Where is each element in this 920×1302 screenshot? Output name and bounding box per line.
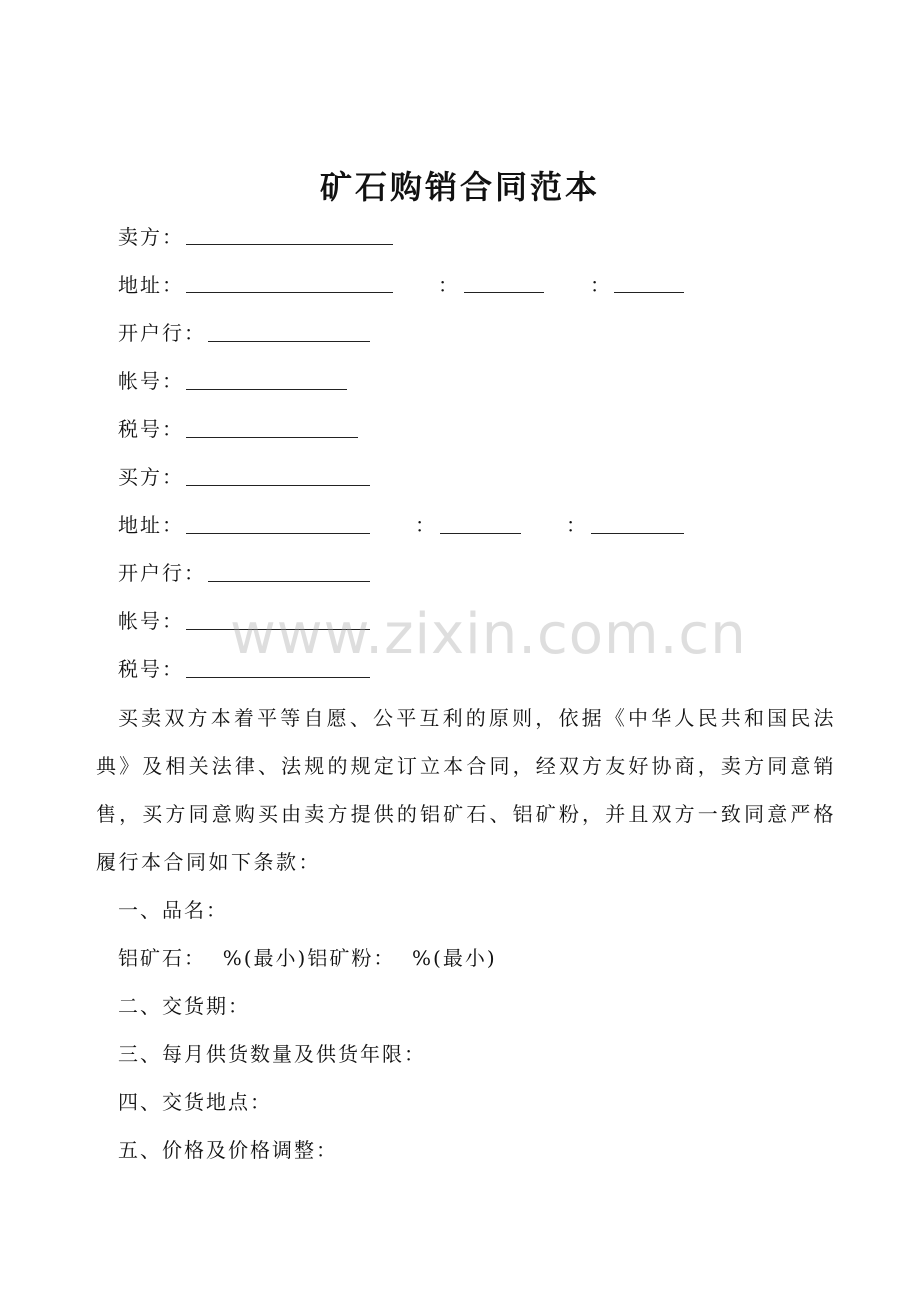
- document-title: 矿石购销合同范本: [319, 168, 600, 206]
- buyer-address-label: 地址：: [118, 513, 184, 537]
- clause-2-heading: 二、交货期：: [118, 994, 250, 1018]
- buyer-address-blank: [186, 533, 370, 534]
- buyer-account-label: 帐号：: [118, 609, 184, 633]
- seller-account-label: 帐号：: [118, 369, 184, 393]
- seller-tax-label: 税号：: [118, 417, 184, 441]
- seller-address-label: 地址：: [118, 273, 184, 297]
- seller-address-blank-3: [614, 292, 684, 293]
- clause-1-detail: 铝矿石： %(最小)铝矿粉： %(最小): [118, 946, 497, 970]
- seller-label: 卖方：: [118, 225, 184, 249]
- buyer-label: 买方：: [118, 465, 184, 489]
- clause-1-heading: 一、品名：: [118, 898, 228, 922]
- seller-blank: [186, 244, 393, 245]
- buyer-address-blank-2: [440, 533, 521, 534]
- seller-address-colon-2: ：: [590, 273, 610, 297]
- buyer-bank-blank: [208, 581, 370, 582]
- seller-address-blank-2: [464, 292, 544, 293]
- buyer-address-blank-3: [591, 533, 684, 534]
- seller-bank-blank: [208, 341, 370, 342]
- buyer-address-colon-2: ：: [566, 513, 586, 537]
- buyer-address-colon-1: ：: [415, 513, 435, 537]
- intro-paragraph: 买卖双方本着平等自愿、公平互利的原则，依据《中华人民共和国民法典》及相关法律、法规的规定订立本合同，经双方友好协商，卖方同意销售，买方同意购买由卖方提供的铝矿石、铝矿粉，并且双方一致同意严格履行本合同如下条款：: [96, 706, 836, 874]
- clause-3-heading: 三、每月供货数量及供货年限：: [118, 1042, 426, 1066]
- watermark: www.zixin.com.cn: [230, 602, 747, 667]
- clause-5-heading: 五、价格及价格调整：: [118, 1138, 338, 1162]
- seller-tax-blank: [186, 437, 358, 438]
- seller-address-blank: [186, 292, 393, 293]
- buyer-tax-label: 税号：: [118, 657, 184, 681]
- buyer-tax-blank: [186, 677, 370, 678]
- seller-address-colon-1: ：: [438, 273, 458, 297]
- buyer-blank: [186, 485, 370, 486]
- seller-account-blank: [186, 389, 347, 390]
- clause-4-heading: 四、交货地点：: [118, 1090, 272, 1114]
- seller-bank-label: 开户行：: [118, 321, 206, 345]
- buyer-bank-label: 开户行：: [118, 561, 206, 585]
